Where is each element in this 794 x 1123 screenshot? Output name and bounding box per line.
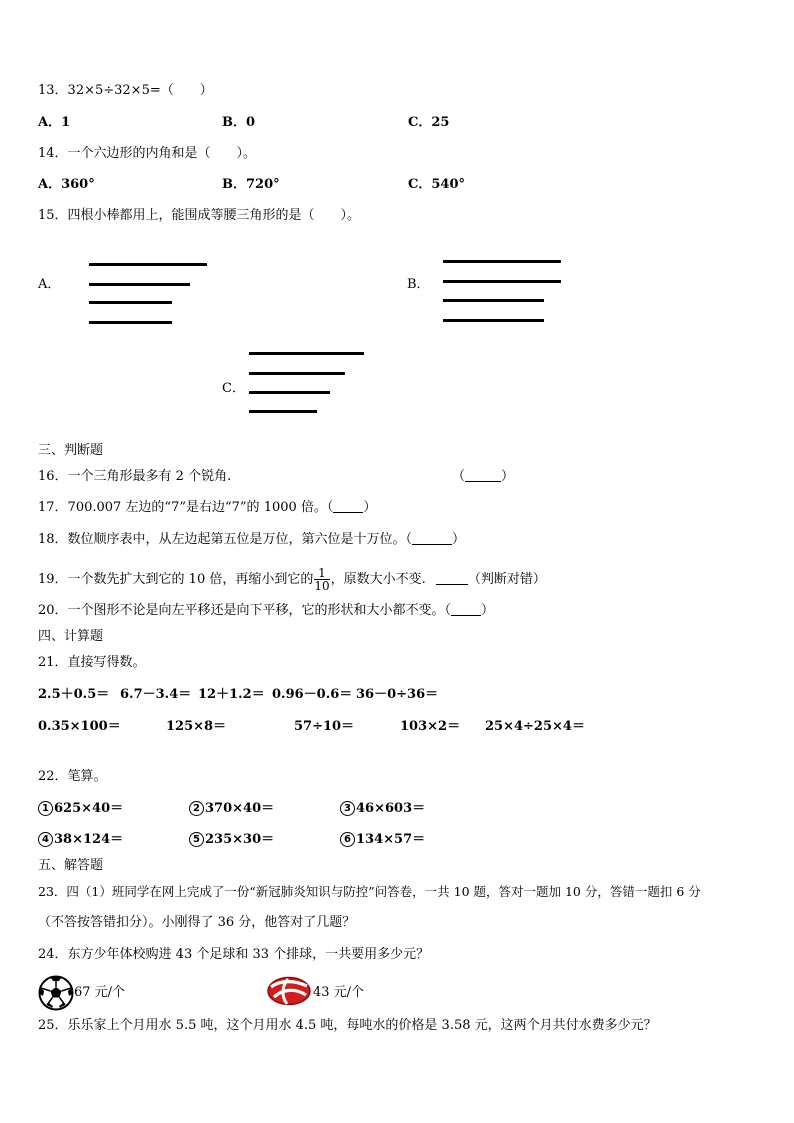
q21-r1-c4: 0.96－0.6＝: [272, 687, 353, 702]
q22-item-1: [38, 801, 123, 817]
q22-item-1-expr: 625×40＝: [54, 801, 124, 816]
q22-item-6: [340, 832, 425, 848]
stick-b4: [443, 319, 544, 322]
q13-option-a: A．1: [38, 115, 71, 130]
q20-text: 20．一个图形不论是向左平移还是向下平移，它的形状和大小都不变。（: [38, 603, 452, 618]
circle-number-5: 5: [189, 832, 204, 847]
stick-b2: [443, 280, 561, 283]
section-3-title: 三、判断题: [38, 443, 104, 458]
q21-r2-c4: 103×2＝: [400, 719, 461, 734]
q23-line-1: 23．四（1）班同学在网上完成了一份“新冠肺炎知识与防控”问答卷，一共 10 题，答对一题加 10 分，答错一题扣 6 分: [38, 884, 701, 899]
stick-a3: [89, 301, 172, 304]
q22-item-6-expr: 134×57＝: [356, 832, 426, 847]
q13-option-c: C．25: [408, 115, 450, 130]
q13-option-b: B．0: [222, 115, 256, 130]
q21-r1-c5: 36－0÷36＝: [356, 687, 439, 702]
stick-c3: [249, 391, 330, 394]
q22-stem: 22．笔算。: [38, 769, 107, 784]
q14-stem: 14．一个六边形的内角和是（ ）。: [38, 146, 257, 161]
q21-r1-c2: 6.7－3.4＝: [120, 687, 192, 702]
stick-b1: [443, 260, 561, 263]
section-4-title: 四、计算题: [38, 629, 104, 644]
q15-stem: 15．四根小棒都用上，能围成等腰三角形的是（ ）。: [38, 208, 361, 223]
q16-open: （: [452, 469, 466, 484]
q21-r2-c3: 57÷10＝: [294, 719, 355, 734]
q15-option-b: B．: [407, 277, 430, 292]
circle-number-2: 2: [189, 801, 204, 816]
stick-b3: [443, 299, 544, 302]
q22-item-3: [340, 801, 425, 817]
stick-c1: [249, 352, 364, 355]
q17-line: [38, 500, 376, 516]
q20-line: [38, 603, 494, 619]
q22-item-2: [189, 801, 274, 817]
q22-item-5-expr: 235×30＝: [205, 832, 275, 847]
q19-line: [38, 567, 546, 592]
q19-frac-num: 1: [314, 567, 329, 580]
q18-text: 18．数位顺序表中，从左边起第五位是万位，第六位是十万位。（: [38, 532, 413, 547]
q16-answer[interactable]: [452, 469, 514, 485]
q18-line: [38, 532, 465, 548]
q16-close: ）: [501, 469, 515, 484]
q17-text: 17．700.007 左边的“7”是右边“7”的 1000 倍。（: [38, 500, 334, 515]
q21-r2-c2: 125×8＝: [166, 719, 227, 734]
q22-item-4: [38, 832, 123, 848]
stick-a1: [89, 263, 207, 266]
stick-c4: [249, 410, 317, 413]
q20-close: ）: [481, 603, 495, 618]
volleyball-icon: [266, 976, 312, 1006]
q19-fraction: [314, 567, 329, 592]
q18-blank[interactable]: [412, 532, 452, 545]
q19-tail: （判断对错）: [467, 572, 546, 587]
q23-line-2: （不答按答错扣分）。小刚得了 36 分，他答对了几题？: [38, 915, 356, 930]
q13-stem: 13．32×5÷32×5=（ ）: [38, 83, 213, 98]
stick-a2: [89, 283, 190, 286]
q20-blank[interactable]: [451, 603, 481, 616]
q21-r2-c1: 0.35×100＝: [38, 719, 121, 734]
q14-option-b: B．720°: [222, 177, 280, 192]
q21-r1-c3: 12＋1.2＝: [198, 687, 265, 702]
circle-number-3: 3: [340, 801, 355, 816]
q14-option-c: C．540°: [408, 177, 465, 192]
q21-r1-c1: 2.5＋0.5＝: [38, 687, 110, 702]
q17-blank[interactable]: [333, 500, 363, 513]
q21-r2-c5: 25×4÷25×4＝: [485, 719, 585, 734]
q18-close: ）: [452, 532, 466, 547]
q24-stem: 24．东方少年体校购进 43 个足球和 33 个排球，一共要用多少元？: [38, 947, 430, 962]
q14-option-a: A．360°: [38, 177, 95, 192]
q22-item-2-expr: 370×40＝: [205, 801, 275, 816]
stick-c2: [249, 372, 345, 375]
q19-frac-den: 10: [314, 579, 330, 593]
q15-option-c: C．: [222, 381, 245, 396]
q17-close: ）: [363, 500, 377, 515]
q19-text-after: ，原数大小不变.: [330, 572, 426, 587]
q19-text-before: 19．一个数先扩大到它的 10 倍，再缩小到它的: [38, 572, 314, 587]
volleyball-price: 43 元/个: [313, 985, 365, 1000]
q16-text: 16．一个三角形最多有 2 个锐角.: [38, 469, 232, 484]
q22-item-4-expr: 38×124＝: [54, 832, 124, 847]
q15-option-a: A．: [38, 277, 61, 292]
circle-number-4: 4: [38, 832, 53, 847]
q22-item-3-expr: 46×603＝: [356, 801, 426, 816]
circle-number-6: 6: [340, 832, 355, 847]
soccer-ball-icon: [38, 975, 74, 1011]
stick-a4: [89, 321, 172, 324]
q25-stem: 25．乐乐家上个月用水 5.5 吨，这个月用水 4.5 吨，每吨水的价格是 3.58 元，这两个月共付水费多少元？: [38, 1018, 657, 1033]
q21-stem: 21．直接写得数。: [38, 655, 146, 670]
circle-number-1: 1: [38, 801, 53, 816]
football-price: 67 元/个: [74, 985, 126, 1000]
q19-blank[interactable]: [436, 572, 468, 585]
section-5-title: 五、解答题: [38, 858, 104, 873]
q22-item-5: [189, 832, 274, 848]
q16-blank[interactable]: [465, 469, 501, 482]
